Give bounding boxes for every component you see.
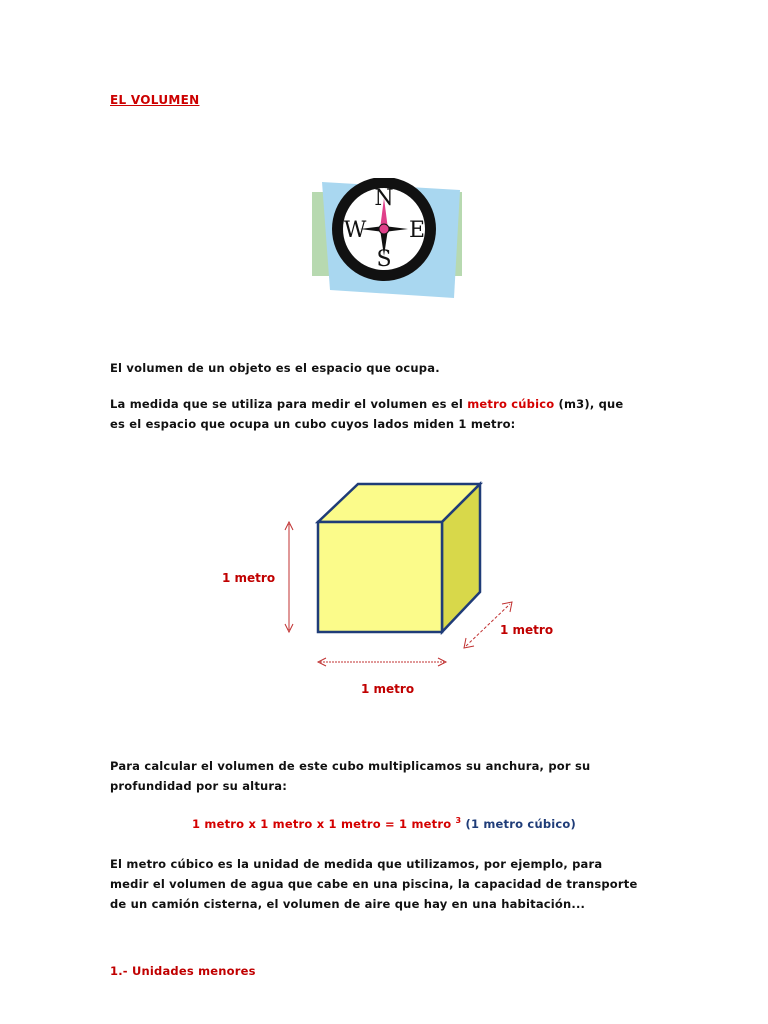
compass-center — [379, 224, 389, 234]
width-label: 1 metro — [361, 682, 415, 696]
definition-text-after: (m3), que es el espacio que ocupa un cubo cuyos lados miden 1 metro: — [110, 397, 624, 431]
page-title: EL VOLUMEN — [110, 93, 200, 107]
compass-letter-s: S — [376, 247, 392, 272]
formula-result-text: metro cúbico — [483, 816, 571, 831]
section-heading: 1.- Unidades menores — [110, 964, 256, 978]
formula-close-paren: ) — [570, 816, 576, 831]
compass-illustration — [308, 178, 466, 302]
cube-diagram — [200, 470, 580, 710]
volume-formula — [0, 816, 768, 831]
height-label: 1 metro — [222, 571, 276, 585]
depth-label: 1 metro — [500, 623, 554, 637]
formula-exponent: 3 — [455, 816, 462, 825]
definition-paragraph — [110, 394, 640, 434]
compass-letter-n: N — [374, 186, 394, 211]
compass-letter-w: W — [343, 218, 367, 243]
definition-text-before: La medida que se utiliza para medir el volumen es el — [110, 397, 468, 411]
compass-letter-e: E — [408, 218, 426, 243]
formula-expression: 1 metro x 1 metro x 1 metro = 1 metro — [191, 816, 456, 831]
depth-arrow-head-bottom — [464, 638, 474, 648]
cube-front-face — [318, 522, 442, 632]
formula-result-number: 1 — [470, 816, 484, 831]
formula-open-paren: ( — [461, 816, 471, 831]
definition-highlight: metro cúbico — [467, 397, 555, 411]
calculation-paragraph: Para calcular el volumen de este cubo multiplicamos su anchura, por su profundidad por su altura: — [110, 759, 591, 793]
usage-paragraph: El metro cúbico es la unidad de medida que utilizamos, por ejemplo, para medir el volumen de agua que cabe en una piscina, la capacidad de transporte de un camión cisterna, el volumen de aire que hay en una habitación... — [110, 857, 638, 911]
intro-paragraph: El volumen de un objeto es el espacio que ocupa. — [110, 361, 440, 375]
